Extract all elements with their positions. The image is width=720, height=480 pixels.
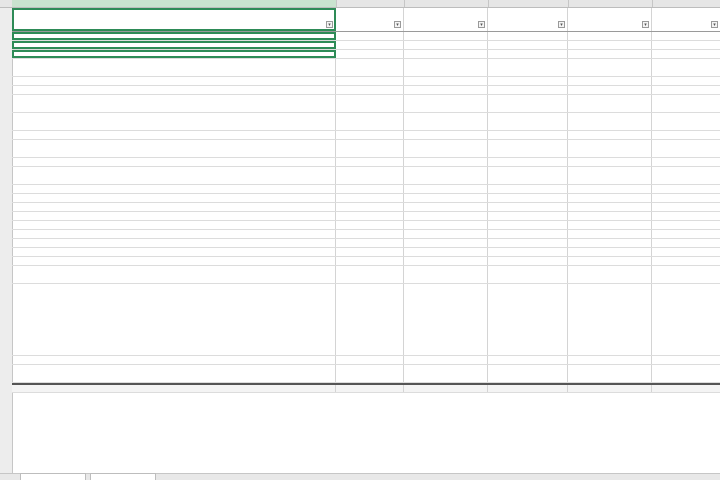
value-cell[interactable] (568, 284, 652, 355)
value-cell[interactable] (568, 32, 652, 40)
table-row (12, 365, 720, 383)
value-cell[interactable] (404, 266, 488, 283)
value-cell[interactable] (652, 266, 720, 283)
value-cell[interactable] (488, 41, 568, 49)
value-cell[interactable] (488, 95, 568, 112)
value-cell[interactable] (652, 248, 720, 256)
value-cell[interactable] (568, 248, 652, 256)
value-cell[interactable] (336, 365, 404, 382)
column-letter[interactable] (568, 0, 653, 7)
value-cell[interactable] (652, 239, 720, 247)
url-link-cell[interactable] (12, 194, 336, 202)
value-cell[interactable] (568, 41, 652, 49)
value-cell[interactable] (488, 167, 568, 184)
value-cell[interactable] (568, 86, 652, 94)
value-cell[interactable] (488, 203, 568, 211)
filter-dropdown-icon[interactable]: ▾ (558, 21, 565, 28)
table-row (12, 113, 720, 131)
column-header-cell[interactable] (336, 8, 404, 31)
value-cell[interactable] (568, 221, 652, 229)
value-cell[interactable] (404, 239, 488, 247)
value-cell[interactable] (404, 77, 488, 85)
total-value-cell[interactable] (652, 385, 720, 392)
value-cell[interactable] (488, 230, 568, 238)
value-cell[interactable] (488, 140, 568, 157)
table-row (12, 140, 720, 158)
value-cell[interactable] (652, 77, 720, 85)
value-cell[interactable] (336, 212, 404, 220)
value-cell[interactable] (336, 194, 404, 202)
filter-dropdown-icon[interactable]: ▾ (642, 21, 649, 28)
value-cell[interactable] (568, 194, 652, 202)
table-row (12, 59, 720, 77)
value-cell[interactable] (336, 356, 404, 364)
value-cell[interactable] (404, 365, 488, 382)
value-cell[interactable] (488, 221, 568, 229)
value-cell[interactable] (336, 140, 404, 157)
value-cell[interactable] (652, 257, 720, 265)
value-cell[interactable] (404, 212, 488, 220)
column-letter[interactable] (404, 0, 489, 7)
value-cell[interactable] (336, 95, 404, 112)
value-cell[interactable] (568, 140, 652, 157)
value-cell[interactable] (404, 356, 488, 364)
url-link-cell[interactable] (12, 239, 336, 247)
value-cell[interactable] (488, 86, 568, 94)
value-cell[interactable] (336, 284, 404, 355)
value-cell[interactable] (568, 113, 652, 130)
value-cell[interactable] (652, 86, 720, 94)
value-cell[interactable] (488, 59, 568, 76)
value-cell[interactable] (336, 266, 404, 283)
column-header-cell[interactable] (568, 8, 652, 31)
value-cell[interactable] (336, 77, 404, 85)
value-cell[interactable] (568, 266, 652, 283)
table-row (12, 185, 720, 194)
sheet-tab[interactable] (20, 473, 86, 480)
value-cell[interactable] (488, 113, 568, 130)
value-cell[interactable] (488, 185, 568, 193)
value-cell[interactable] (404, 113, 488, 130)
value-cell[interactable] (488, 50, 568, 58)
value-cell[interactable] (652, 185, 720, 193)
value-cell[interactable] (336, 158, 404, 166)
table-row (12, 158, 720, 167)
column-header-cell[interactable] (652, 8, 720, 31)
table-row (12, 284, 720, 356)
value-cell[interactable] (404, 32, 488, 40)
value-cell[interactable] (568, 59, 652, 76)
value-cell[interactable] (404, 185, 488, 193)
value-cell[interactable] (568, 158, 652, 166)
sheet-tab[interactable] (90, 473, 156, 480)
total-value-cell[interactable] (336, 385, 404, 392)
value-cell[interactable] (568, 212, 652, 220)
url-link-cell[interactable] (12, 140, 336, 157)
value-cell[interactable] (404, 59, 488, 76)
value-cell[interactable] (652, 140, 720, 157)
value-cell[interactable] (652, 194, 720, 202)
value-cell[interactable] (568, 77, 652, 85)
url-link-cell[interactable] (12, 230, 336, 238)
column-header-cell[interactable] (12, 8, 336, 31)
value-cell[interactable] (652, 212, 720, 220)
value-cell[interactable] (488, 284, 568, 355)
value-cell[interactable] (652, 41, 720, 49)
column-letter[interactable] (336, 0, 405, 7)
value-cell[interactable] (404, 41, 488, 49)
total-label[interactable] (12, 385, 336, 392)
value-cell[interactable] (404, 284, 488, 355)
url-link-cell[interactable] (12, 77, 336, 85)
url-link-cell[interactable] (12, 356, 336, 364)
column-letter[interactable] (652, 0, 720, 7)
total-value-cell[interactable] (568, 385, 652, 392)
value-cell[interactable] (652, 356, 720, 364)
value-cell[interactable] (568, 365, 652, 382)
value-cell[interactable] (488, 32, 568, 40)
filter-dropdown-icon[interactable]: ▾ (711, 21, 718, 28)
table-row (12, 167, 720, 185)
value-cell[interactable] (404, 194, 488, 202)
value-cell[interactable] (652, 50, 720, 58)
total-value-cell[interactable] (404, 385, 488, 392)
value-cell[interactable] (652, 230, 720, 238)
table-row (12, 221, 720, 230)
value-cell[interactable] (652, 32, 720, 40)
value-cell[interactable] (652, 203, 720, 211)
value-cell[interactable] (568, 356, 652, 364)
value-cell[interactable] (568, 257, 652, 265)
value-cell[interactable] (336, 248, 404, 256)
value-cell[interactable] (404, 95, 488, 112)
value-cell[interactable] (488, 77, 568, 85)
table-row (12, 257, 720, 266)
value-cell[interactable] (404, 50, 488, 58)
table-row (12, 194, 720, 203)
total-value-cell[interactable] (488, 385, 568, 392)
table-row (12, 77, 720, 86)
column-header-cell[interactable] (404, 8, 488, 31)
table-row (12, 356, 720, 365)
url-link-cell[interactable] (12, 248, 336, 256)
url-link-cell[interactable] (12, 266, 336, 283)
value-cell[interactable] (568, 95, 652, 112)
value-cell[interactable] (652, 95, 720, 112)
table-row (12, 131, 720, 140)
data-grid (12, 8, 720, 393)
value-cell[interactable] (568, 203, 652, 211)
value-cell[interactable] (336, 239, 404, 247)
column-header-cell[interactable] (488, 8, 568, 31)
value-cell[interactable] (404, 221, 488, 229)
value-cell[interactable] (404, 248, 488, 256)
url-link-cell[interactable] (12, 86, 336, 94)
value-cell[interactable] (404, 203, 488, 211)
url-link-cell[interactable] (12, 113, 336, 130)
column-letter[interactable] (12, 0, 337, 7)
table-row (12, 266, 720, 284)
value-cell[interactable] (652, 365, 720, 382)
filter-dropdown-icon[interactable]: ▾ (394, 21, 401, 28)
value-cell[interactable] (652, 113, 720, 130)
value-cell[interactable] (568, 239, 652, 247)
value-cell[interactable] (652, 167, 720, 184)
value-cell[interactable] (404, 158, 488, 166)
notes-cell[interactable] (12, 284, 336, 355)
value-cell[interactable] (568, 185, 652, 193)
value-cell[interactable] (488, 365, 568, 382)
url-link-cell[interactable] (12, 167, 336, 184)
url-link-cell[interactable] (12, 95, 336, 112)
url-link-cell[interactable] (12, 158, 336, 166)
table-row (12, 32, 720, 41)
url-link-cell[interactable] (12, 257, 336, 265)
url-link-cell[interactable] (12, 365, 336, 382)
value-cell[interactable] (652, 131, 720, 139)
filter-dropdown-icon[interactable]: ▾ (326, 21, 333, 28)
table-row (12, 41, 720, 50)
url-link-cell[interactable] (12, 131, 336, 139)
value-cell[interactable] (488, 194, 568, 202)
filter-dropdown-icon[interactable]: ▾ (478, 21, 485, 28)
value-cell[interactable] (336, 221, 404, 229)
value-cell[interactable] (404, 230, 488, 238)
url-link-cell[interactable] (12, 32, 336, 40)
value-cell[interactable] (336, 257, 404, 265)
value-cell[interactable] (404, 257, 488, 265)
value-cell[interactable] (404, 167, 488, 184)
url-link-cell[interactable] (12, 185, 336, 193)
value-cell[interactable] (404, 140, 488, 157)
value-cell[interactable] (336, 41, 404, 49)
value-cell[interactable] (336, 131, 404, 139)
value-cell[interactable] (488, 158, 568, 166)
value-cell[interactable] (652, 284, 720, 355)
value-cell[interactable] (568, 50, 652, 58)
value-cell[interactable] (336, 185, 404, 193)
sheet-tab-bar (0, 473, 720, 480)
value-cell[interactable] (336, 86, 404, 94)
value-cell[interactable] (336, 230, 404, 238)
value-cell[interactable] (652, 221, 720, 229)
value-cell[interactable] (336, 113, 404, 130)
url-link-cell[interactable] (12, 50, 336, 58)
value-cell[interactable] (488, 248, 568, 256)
table-row (12, 50, 720, 59)
table-row (12, 239, 720, 248)
value-cell[interactable] (336, 59, 404, 76)
value-cell[interactable] (568, 230, 652, 238)
value-cell[interactable] (336, 203, 404, 211)
value-cell[interactable] (568, 167, 652, 184)
total-row (12, 383, 720, 393)
url-link-cell[interactable] (12, 212, 336, 220)
value-cell[interactable] (404, 86, 488, 94)
value-cell[interactable] (488, 212, 568, 220)
value-cell[interactable] (652, 59, 720, 76)
value-cell[interactable] (404, 131, 488, 139)
table-row (12, 203, 720, 212)
url-link-cell[interactable] (12, 221, 336, 229)
value-cell[interactable] (488, 131, 568, 139)
table-row (12, 95, 720, 113)
table-row (12, 212, 720, 221)
column-letter[interactable] (488, 0, 569, 7)
column-header-strip (0, 0, 720, 8)
url-link-cell[interactable] (12, 59, 336, 76)
value-cell[interactable] (568, 131, 652, 139)
table-row (12, 86, 720, 95)
value-cell[interactable] (336, 32, 404, 40)
value-cell[interactable] (336, 167, 404, 184)
value-cell[interactable] (488, 266, 568, 283)
header-row (12, 8, 720, 32)
url-link-cell[interactable] (12, 41, 336, 49)
table-row (12, 248, 720, 257)
value-cell[interactable] (488, 257, 568, 265)
value-cell[interactable] (652, 158, 720, 166)
table-row (12, 230, 720, 239)
url-link-cell[interactable] (12, 203, 336, 211)
value-cell[interactable] (488, 356, 568, 364)
value-cell[interactable] (488, 239, 568, 247)
value-cell[interactable] (336, 50, 404, 58)
